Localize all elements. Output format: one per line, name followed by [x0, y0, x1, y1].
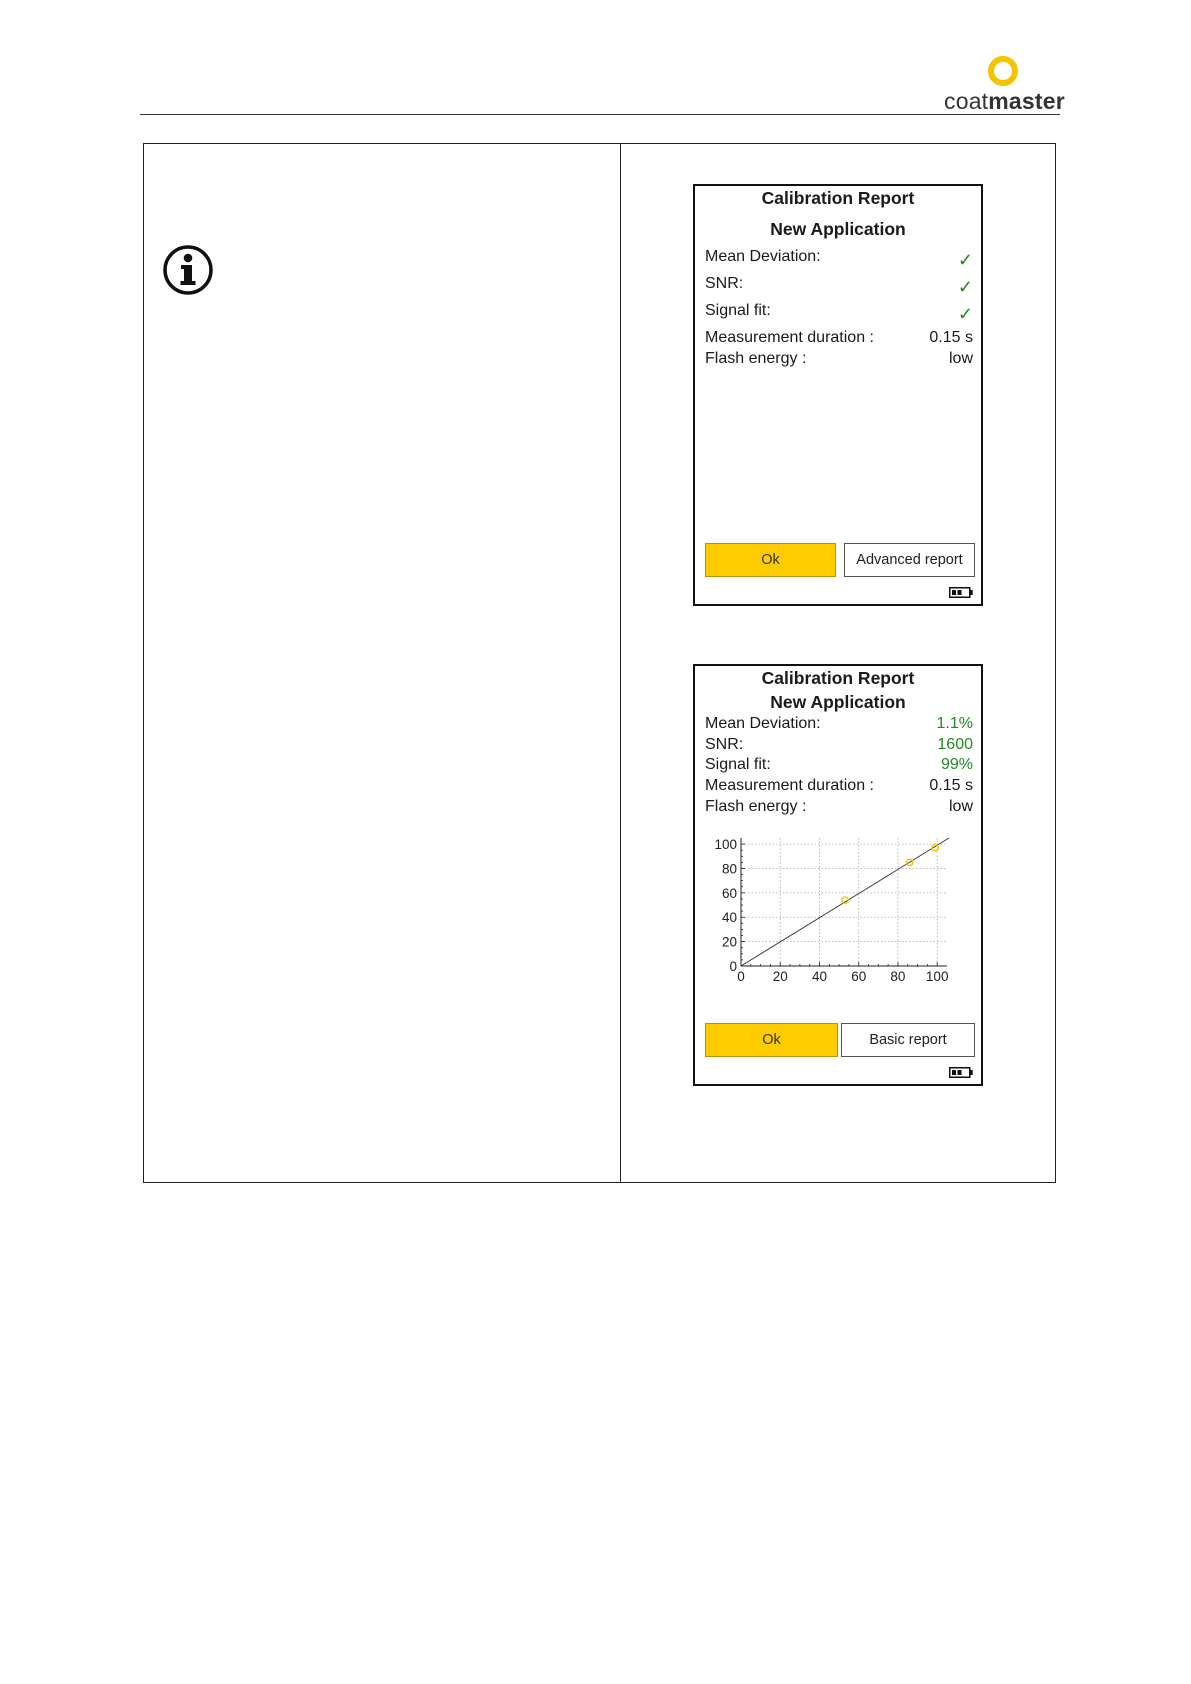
ok-button[interactable]: Ok — [705, 543, 836, 577]
row-flash-energy — [705, 798, 973, 818]
row-value: 1600 — [937, 736, 973, 753]
logo-text-light: coat — [944, 88, 989, 114]
row-snr — [705, 275, 973, 295]
calibration-chart — [699, 828, 969, 998]
row-mean-deviation — [705, 248, 973, 268]
row-value: 1.1% — [936, 715, 973, 732]
device-screen-advanced-report — [693, 664, 983, 1086]
row-label: SNR: — [705, 736, 744, 753]
row-value: 0.15 s — [929, 777, 973, 794]
advanced-report-button[interactable]: Advanced report — [844, 543, 975, 577]
row-snr — [705, 736, 973, 756]
row-signal-fit — [705, 756, 973, 776]
coatmaster-logo — [944, 54, 1064, 114]
row-label: Flash energy : — [705, 798, 807, 815]
y-tick-label: 100 — [714, 837, 737, 853]
y-tick-label: 80 — [721, 861, 737, 877]
check-icon: ✓ — [957, 304, 973, 324]
row-value: low — [948, 798, 973, 815]
check-icon: ✓ — [957, 250, 973, 270]
fit-line — [741, 838, 949, 966]
row-label: Measurement duration : — [705, 777, 874, 794]
row-label: Mean Deviation: — [705, 715, 821, 732]
header-rule — [140, 114, 1060, 115]
x-tick-label: 80 — [890, 969, 906, 984]
row-label: Flash energy : — [705, 350, 807, 367]
y-tick-label: 60 — [721, 885, 737, 901]
row-label: Signal fit: — [705, 756, 771, 773]
row-value: 0.15 s — [929, 329, 973, 346]
report-subtitle: New Application — [770, 692, 906, 712]
report-title: Calibration Report — [761, 188, 915, 208]
column-divider — [620, 144, 621, 1182]
x-tick-label: 60 — [851, 969, 867, 984]
logo-ring-icon — [988, 56, 1018, 86]
info-circle-icon — [162, 244, 214, 296]
x-tick-label: 20 — [772, 969, 788, 984]
x-tick-label: 0 — [737, 969, 745, 984]
row-measurement-duration — [705, 777, 973, 797]
y-tick-label: 40 — [721, 910, 737, 926]
check-icon: ✓ — [957, 277, 973, 297]
row-label: Signal fit: — [705, 302, 771, 319]
logo-text — [944, 88, 1065, 115]
row-label: Mean Deviation: — [705, 248, 821, 265]
basic-report-button[interactable]: Basic report — [841, 1023, 975, 1057]
row-measurement-duration — [705, 329, 973, 349]
y-tick-label: 20 — [721, 934, 737, 950]
device-screen-basic-report — [693, 184, 983, 606]
report-title: Calibration Report — [761, 668, 915, 688]
battery-icon — [949, 587, 973, 598]
y-tick-label: 0 — [729, 959, 737, 974]
row-label: Measurement duration : — [705, 329, 874, 346]
row-value: low — [948, 350, 973, 367]
row-signal-fit — [705, 302, 973, 322]
logo-text-bold: master — [988, 88, 1065, 114]
x-tick-label: 40 — [811, 969, 827, 984]
content-table — [143, 143, 1056, 1183]
ok-button[interactable]: Ok — [705, 1023, 838, 1057]
row-mean-deviation — [705, 715, 973, 735]
battery-icon — [949, 1067, 973, 1078]
x-tick-label: 100 — [925, 969, 949, 984]
row-value: 99% — [940, 756, 973, 773]
row-label: SNR: — [705, 275, 744, 292]
report-subtitle: New Application — [770, 219, 906, 239]
row-flash-energy — [705, 350, 973, 370]
